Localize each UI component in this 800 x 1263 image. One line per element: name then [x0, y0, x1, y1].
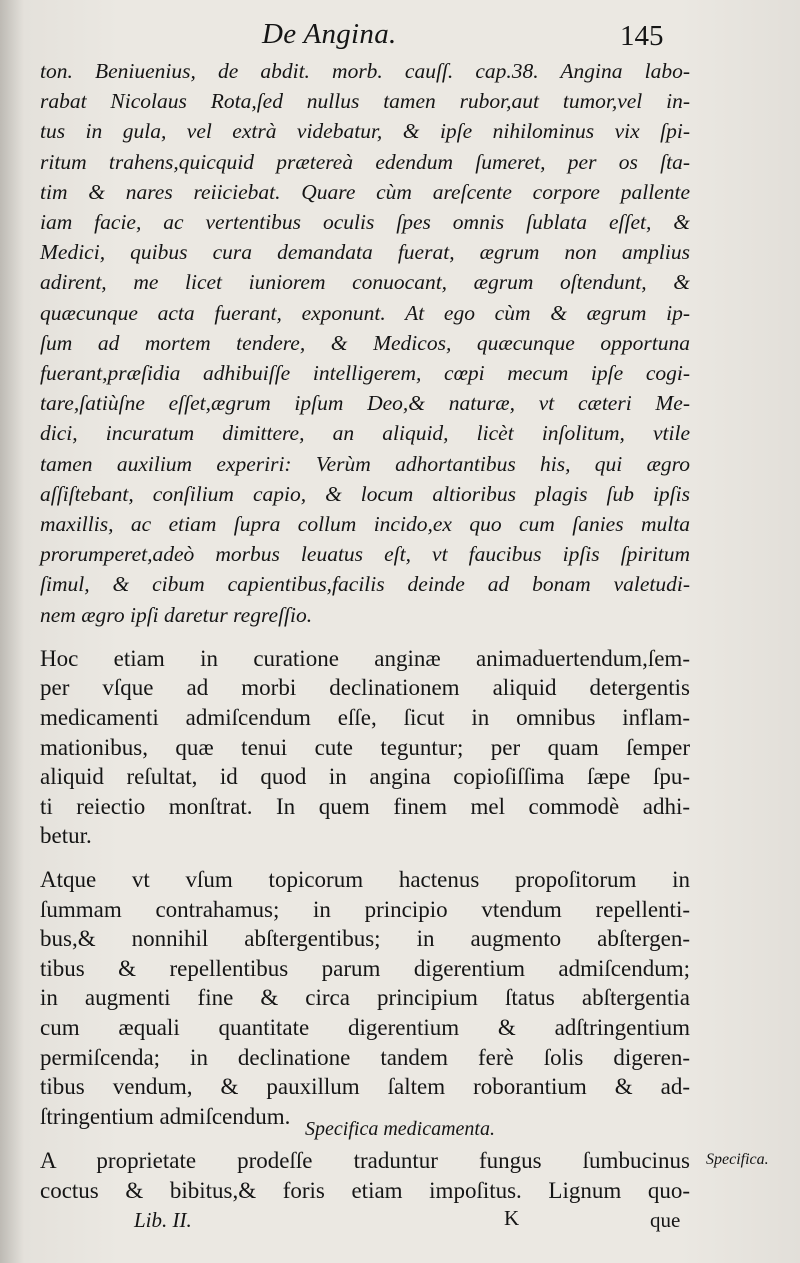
paragraph-line: aliquid reſultat, id quod in angina copioſiſſima ſæpe ſpu- [40, 764, 690, 790]
paragraph-1 [40, 644, 690, 851]
quote-line: maxillis, ac etiam ſupra collum incido,ex quo cum ſanies multa [40, 512, 690, 537]
quote-line: aſſiſtebant, conſilium capio, & locum altioribus plagis ſub ipſis [40, 481, 690, 506]
quote-line: iam facie, ac vertentibus oculis ſpes omnis ſublata eſſet, & [40, 210, 690, 235]
quote-line: Medici, quibus cura demandata fuerat, ægrum non amplius [40, 240, 690, 265]
quote-line: dici, incuratum dimittere, an aliquid, licèt inſolitum, vtile [40, 421, 690, 446]
paragraph-line: in augmenti fine & circa principium ſtatus abſtergentia [40, 985, 690, 1011]
page-header [0, 16, 800, 56]
paragraph-line: cum æquali quantitate digerentium & adſtringentium [40, 1014, 690, 1040]
quote-line: ritum trahens,quicquid prætereà edendum ſumeret, per os ſta- [40, 149, 690, 174]
paragraph-line: A proprietate prodeſſe traduntur fungus ſumbucinus [40, 1148, 690, 1173]
paragraph-line: tibus vendum, & pauxillum ſaltem roborantium & ad- [40, 1074, 690, 1100]
quote-line: quæcunque acta fuerant, exponunt. At ego cùm & ægrum ip- [40, 300, 690, 325]
paragraph-line: Atque vt vſum topicorum hactenus propoſitorum in [40, 867, 690, 893]
quote-line: nem ægro ipſi daretur regreſſio. [40, 602, 313, 627]
margin-note: Specifica. [706, 1151, 769, 1168]
paragraph-3-block [40, 1146, 690, 1205]
paragraph-3 [40, 1146, 690, 1205]
section-heading: Specifica medicamenta. [305, 1118, 495, 1140]
paragraph-line: Hoc etiam in curatione anginæ animaduertendum,ſem- [40, 645, 690, 671]
signature-mark: K [504, 1206, 520, 1230]
quote-line: prorumperet,adeò morbus leuatus eſt, vt faucibus ipſis ſpiritum [40, 542, 690, 567]
paragraph-line: bus,& nonnihil abſtergentibus; in augmento abſtergen- [40, 926, 690, 952]
paragraph-line: mationibus, quæ tenui cute teguntur; per quam ſemper [40, 734, 690, 760]
paragraph-line: coctus & bibitus,& foris etiam impoſitus. Lignum quo- [40, 1177, 690, 1203]
page-number: 145 [620, 20, 664, 52]
page-footer [0, 1206, 800, 1236]
quote-line: tare,ſatiùſne eſſet,ægrum ipſum Deo,& naturæ, vt cæteri Me- [40, 391, 690, 416]
catchword: que [650, 1208, 681, 1232]
paragraph-line: medicamenti admiſcendum eſſe, ſicut in omnibus inflam- [40, 705, 690, 731]
paragraph-line: betur. [40, 823, 92, 849]
quote-line: tim & nares reiiciebat. Quare cùm areſcente corpore pallente [40, 179, 690, 204]
quote-line: adirent, me licet iuniorem conuocant, ægrum oſtendunt, & [40, 270, 690, 295]
paragraph-line: ti reiectio monſtrat. In quem finem mel commodè adhi- [40, 793, 690, 819]
paragraph-2 [40, 865, 690, 1131]
running-title: De Angina. [262, 18, 397, 50]
paragraph-line: permiſcenda; in declinatione tandem ferè ſolis digeren- [40, 1044, 690, 1070]
paragraph-line: ſummam contrahamus; in principio vtendum repellenti- [40, 896, 690, 922]
quote-line: rabat Nicolaus Rota,ſed nullus tamen rubor,aut tumor,vel in- [40, 89, 690, 114]
paragraph-line: per vſque ad morbi declinationem aliquid detergentis [40, 675, 690, 701]
quote-line: ton. Beniuenius, de abdit. morb. cauſſ. cap.38. Angina labo- [40, 59, 690, 83]
text-block [40, 56, 690, 1131]
paragraph-line: tibus & repellentibus parum digerentium admiſcendum; [40, 955, 690, 981]
quote-line: ſimul, & cibum capientibus,facilis deinde ad bonam valetudi- [40, 572, 690, 597]
book-signature: Lib. II. [134, 1208, 192, 1232]
quote-line: fuerant,præſidia adhibuiſſe intelligerem, cœpi mecum ipſe cogi- [40, 361, 690, 386]
quoted-case-passage [40, 56, 690, 630]
quote-line: tus in gula, vel extrà videbatur, & ipſe nihilominus vix ſpi- [40, 119, 690, 144]
quote-line: ſum ad mortem tendere, & Medicos, quæcunque opportuna [40, 330, 690, 355]
quote-line: tamen auxilium experiri: Verùm adhortantibus his, qui ægro [40, 451, 690, 476]
paragraph-line: ſtringentium admiſcendum. [40, 1103, 291, 1129]
